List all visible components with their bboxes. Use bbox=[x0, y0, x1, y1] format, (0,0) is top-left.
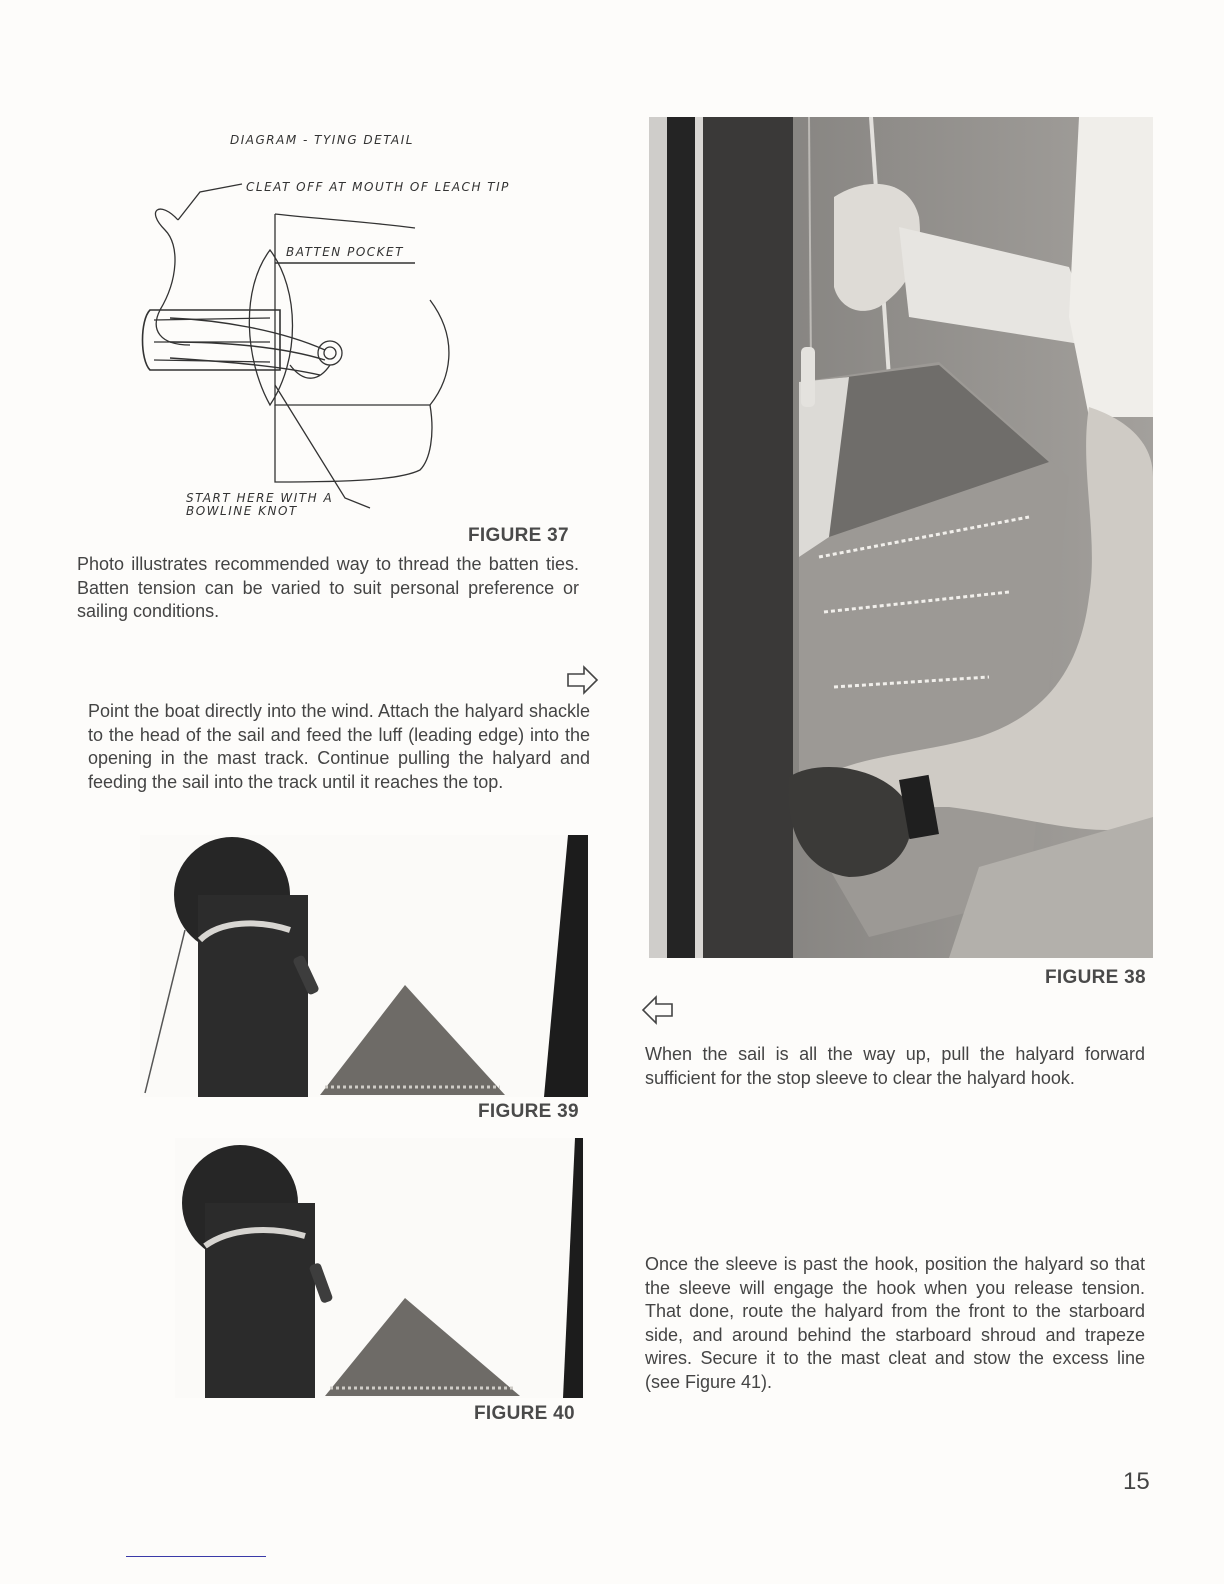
figure-38-caption: FIGURE 38 bbox=[1045, 967, 1146, 988]
halyard-forward-instructions: When the sail is all the way up, pull the halyard forward sufficient for the stop sleeve to clear the halyard hook. bbox=[645, 1044, 1145, 1088]
figure-38-photo bbox=[649, 117, 1153, 958]
diagram-title: DIAGRAM - TYING DETAIL bbox=[230, 133, 414, 147]
figure-37-description: Photo illustrates recommended way to thread the batten ties. Batten tension can be varied to suit personal preference or sailing conditions. bbox=[77, 554, 579, 621]
tie-loop bbox=[155, 209, 190, 345]
diagram-label-start-line1: START HERE WITH A bbox=[186, 491, 334, 505]
batten-pocket-outline bbox=[275, 214, 430, 405]
cleat-leader-line bbox=[178, 184, 242, 220]
page-number: 15 bbox=[1123, 1468, 1150, 1495]
figure-37-caption: FIGURE 37 bbox=[468, 525, 569, 546]
tying-detail-diagram bbox=[130, 170, 470, 530]
diagram-label-batten-pocket: BATTEN POCKET bbox=[286, 245, 404, 259]
figure-39-photo bbox=[140, 835, 590, 1097]
arrow-left-icon bbox=[640, 995, 674, 1025]
figure-40-photo bbox=[175, 1138, 585, 1398]
hoist-instructions: Point the boat directly into the wind. Attach the halyard shackle to the head of the sail and feed the luff (leading edge) into the opening in the mast track. Continue pulling the halyard and feeding the sail into the track until it reaches the top. bbox=[88, 701, 590, 792]
secure-halyard-instructions: Once the sleeve is past the hook, position the halyard so that the sleeve will engage the hook when you release tension. That done, route the halyard from the front to the starboard side, and around behind the starboard shroud and trapeze wires. Secure it to the mast cleat and stow the excess line (see Figure 41). bbox=[645, 1254, 1145, 1392]
figure-39-caption: FIGURE 39 bbox=[478, 1101, 579, 1122]
arrow-right-icon bbox=[566, 665, 600, 695]
diagram-label-cleat: CLEAT OFF AT MOUTH OF LEACH TIP bbox=[246, 180, 510, 194]
start-leader-line bbox=[275, 385, 370, 508]
diagram-label-start-line2: BOWLINE KNOT bbox=[186, 504, 298, 518]
bottom-rule bbox=[126, 1556, 266, 1557]
leech-tip bbox=[249, 250, 292, 405]
figure-40-caption: FIGURE 40 bbox=[474, 1403, 575, 1424]
